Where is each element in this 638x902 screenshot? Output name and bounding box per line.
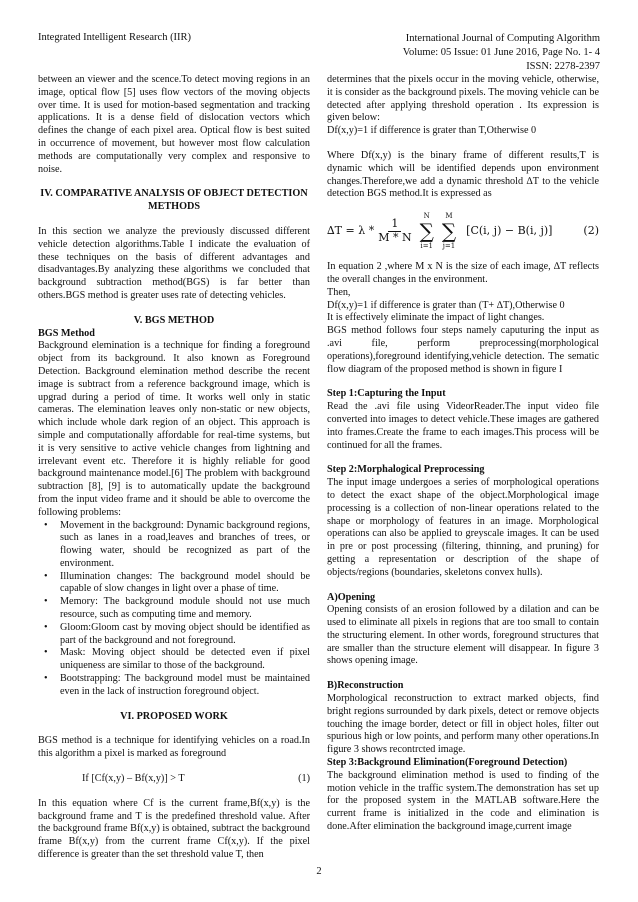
step-1-heading: Step 1:Capturing the Input	[327, 388, 446, 400]
paragraph: Background elemination is a technique for finding a foreground object from its background. It also known as Foreground Detection. Background elemination method describe the recent image is subtract from a reference background image, which is upgrad during a period of time. It works well only in static cameras. The elemination leaves only non-static or new objects, which include whole dark region of an object. This approach is simple and computationally affordable for real-time systems, but it is very sensitive to active vehicle changes from lightning and irrelevant event etc. Therefore it is highly reliable for good background maintenance model.[6] The problem with background subtraction [8], [9] is to automatically update the background from the input video frame and it should be able to overcome the following problems:	[38, 340, 310, 518]
paragraph: Then,	[327, 286, 351, 298]
fraction-numerator: 1	[388, 218, 401, 232]
paragraph: BGS method is a technique for identifying vehicles on a road.In this algorithm a pixel is marked as foreground	[38, 735, 310, 760]
list-item: • Gloom:Gloom cast by moving object should be identified as part of the background and not foreground.	[60, 622, 310, 648]
equation-1-number: (1)	[298, 773, 310, 785]
paragraph: In equation 2 ,where M x N is the size of each image, ∆T reflects the overall changes in the environment.	[327, 261, 599, 285]
paragraph: The input image undergoes a series of morphological operations to detect the exact shape of the object.Morphological image processing is a collection of non-linear operations related to the shape or morphology of features in an image. Morphological operations can also be applied to greyscale images. It can be used in pre or post processing (filtering, thinning, and pruning) for getting a representation or description of the shape of objects/regions (boundaries, skeletons convex hulls).	[327, 477, 599, 578]
paragraph: Df(x,y)=1 if difference is grater than T,Otherwise 0	[327, 125, 537, 137]
equation-1	[38, 773, 310, 786]
bullet-list	[38, 520, 310, 699]
issn: ISSN: 2278-2397	[526, 61, 600, 72]
paragraph: Opening consists of an erosion followed by a dilation and can be used to eliminate all pixels in regions that are too small to contain the structuring element. In other words, foreground structures that are smaller than the structure element will disappear. In figure 3 shows opening image.	[327, 604, 599, 667]
step-3-heading: Step 3:Background Elimination(Foreground Detection)	[327, 757, 568, 769]
list-item: • Movement in the background: Dynamic background regions, such as lanes in a road,leaves and branches of trees, or flowing water, should be recognized as part of the environment.	[60, 520, 310, 571]
summation-i	[420, 211, 434, 251]
summation-lower: i=1	[420, 242, 434, 251]
paragraph: It is effectively eliminate the impact of light changes.	[327, 312, 545, 324]
equation-2-lhs: ∆T = λ *	[327, 223, 375, 237]
list-item: • Bootstrapping: The background model must be maintained even in the lack of instruction foreground object.	[60, 673, 310, 699]
running-header-right	[403, 32, 600, 74]
sigma-symbol: ∑	[419, 219, 434, 244]
summation-j	[442, 211, 456, 251]
equation-1-body: If [Cf(x,y) – Bf(x,y)] > T	[82, 773, 185, 785]
paragraph: Df(x,y)=1 if difference is grater than (T+ ∆T),Otherwise 0	[327, 299, 565, 311]
paragraph: BGS method follows four steps namely caputuring the input as .avi file, perform preprocessing(morphological operations),foreground identifying,vehicle detection. The sematic flow diagram of the proposed method is shown in figure I	[327, 325, 599, 375]
paragraph: Morphological reconstruction to extract marked objects, find bright regions surrounded by dark pixels, detect or remove objects touching the image border, detect or fill in object holes, filter out spurious high or low points, and perform many other operations.In figure 3 shows recontrcted image.	[327, 693, 599, 756]
paragraph: determines that the pixels occur in the moving vehicle, otherwise, it is consider as the background pixels. The moving vehicle can be detected after applying threshold operation . Its expression is given below:	[327, 74, 599, 124]
paragraph: Where Df(x,y) is the binary frame of different results,T is dynamic which will be identified depends upon environment changes.Therefore,we add a dynamic threshold ∆T to the vehicle detection BGS method.It is expressed as	[327, 149, 599, 200]
paragraph: In this section we analyze the previously discussed different vehicle detection algorithms.Table I indicate the evaluation of these techniques on the basis of different advantages and disadvantages.By analyzing these algorithms we concluded that background subtraction method(BGS) is far better than others.BGS method is greater uses rate of detecting vehicles.	[38, 225, 310, 301]
equation-2-number: (2)	[583, 223, 599, 237]
paragraph: The background elimination method is used to finding of the motion vehicle in the traffic system.The demonstration has set up for the proposed system in the MATLAB software.Here the current frame is initialized in the code and elimination is done.After elimination the background image,current image	[327, 769, 599, 833]
equation-2-body: [C(i, j) − B(i, j)]	[466, 223, 553, 237]
paragraph: between an viewer and the scence.To detect moving regions in an image, optical flow [5] uses flow vectors of the moving objects over time. It is used for motion-based segmentation and tracking applications. It is a dense field of dislocation vectors which defines the change of each pixel area. Optical flow is best suited in occurrence of movement, but however most flow calculation methods are computationally very complex and responsive to noise.	[38, 74, 310, 175]
journal-title: International Journal of Computing Algorithm	[405, 33, 600, 44]
subheading-bgs: BGS Method	[38, 327, 95, 339]
running-header-left: Integrated Intelligent Research (IIR)	[38, 32, 192, 43]
summation-lower: j=1	[442, 242, 456, 251]
list-item: • Mask: Moving object should be detected even if pixel uniqueness are similar to those of the background.	[60, 647, 310, 673]
fraction-denominator: M * N	[378, 230, 412, 244]
section-heading-vi: VI. PROPOSED WORK	[120, 710, 228, 722]
right-column	[327, 74, 599, 834]
left-column	[38, 74, 310, 862]
section-heading-iv: IV. COMPARATIVE ANALYSIS OF OBJECT DETECTION METHODS	[40, 188, 308, 213]
paragraph: In this equation where Cf is the current frame,Bf(x,y) is the background frame and T is the predefined threshold value. After the background frame Bf(x,y) is obtained, subtract the background frame Bf(x,y) from the current frame Cf(x,y). If the pixel difference is greater than the set threshold value T, then	[38, 797, 310, 861]
section-heading-v: V. BGS METHOD	[133, 314, 215, 326]
summation-upper: M	[445, 212, 453, 221]
list-item: • Memory: The background module should not use much resource, such as computing time and memory.	[60, 596, 310, 622]
volume-issue: Volume: 05 Issue: 01 June 2016, Page No. 1- 4	[402, 47, 600, 58]
sigma-symbol: ∑	[441, 219, 457, 244]
equation-2	[327, 207, 599, 255]
summation-upper: N	[423, 212, 430, 221]
step-2-heading: Step 2:Morphalogical Preprocessing	[327, 464, 485, 476]
equation-2-fraction	[378, 218, 411, 245]
page-number: 2	[316, 866, 322, 877]
reconstruction-heading: B)Reconstruction	[327, 680, 404, 692]
opening-heading: A)Opening	[327, 591, 376, 603]
paragraph: Read the .avi file using VideorReader.The input video file converted into images to detect vehicle.These images are gathered into frames.Create the frame to each images.This process will be continued for all the frames.	[327, 401, 599, 451]
list-item: • Illumination changes: The background model should be capable of slow changes in light over a phase of time.	[60, 571, 310, 597]
